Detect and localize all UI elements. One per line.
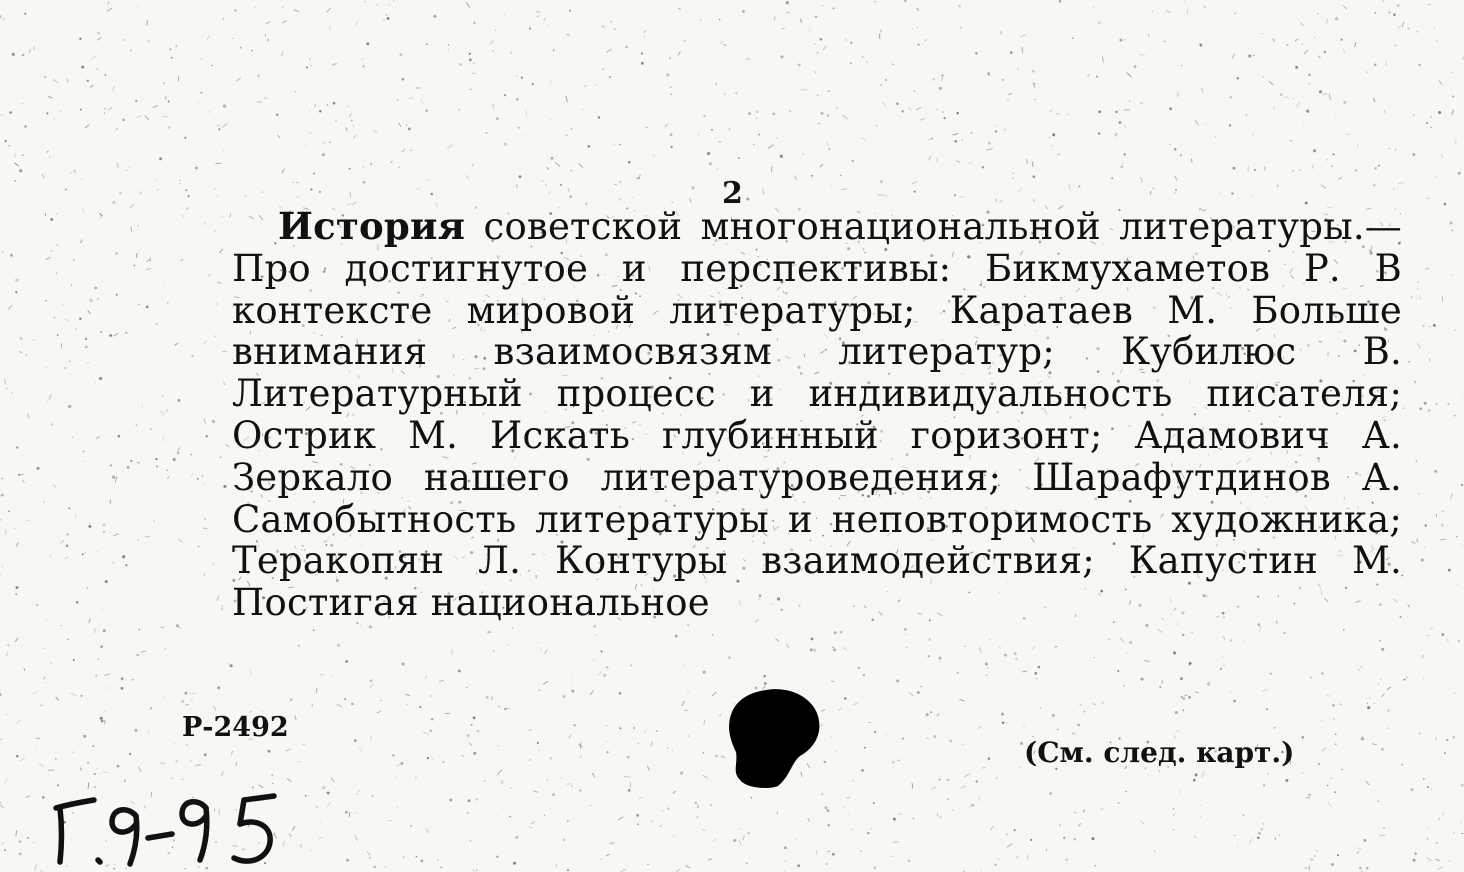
catalog-number: Р-2492	[182, 712, 289, 743]
handwritten-shelf-mark	[50, 786, 280, 872]
card-page-number: 2	[722, 176, 743, 211]
entry-heading: История	[278, 204, 466, 248]
punched-hole-mark	[726, 686, 822, 790]
entry-body-text: советской многонациональной литературы.— Про достигнутое и перспективы: Бикмухаметов Р. В контексте мировой литературы; Каратаев М. Больше внимания взаимосвязям литератур; Кубилюс В. Литературный процесс и индивидуальность писателя; Острик М. Искать глубинный горизонт; Адамович А. Зеркало нашего литературоведения; Шарафутдинов А. Самобытность литературы и неповторимость художника; Теракопян Л. Контуры взаимодействия; Капустин М. Постигая национальное	[232, 205, 1402, 625]
bibliographic-entry	[232, 206, 1402, 624]
continuation-note: (См. след. карт.)	[1024, 736, 1295, 769]
